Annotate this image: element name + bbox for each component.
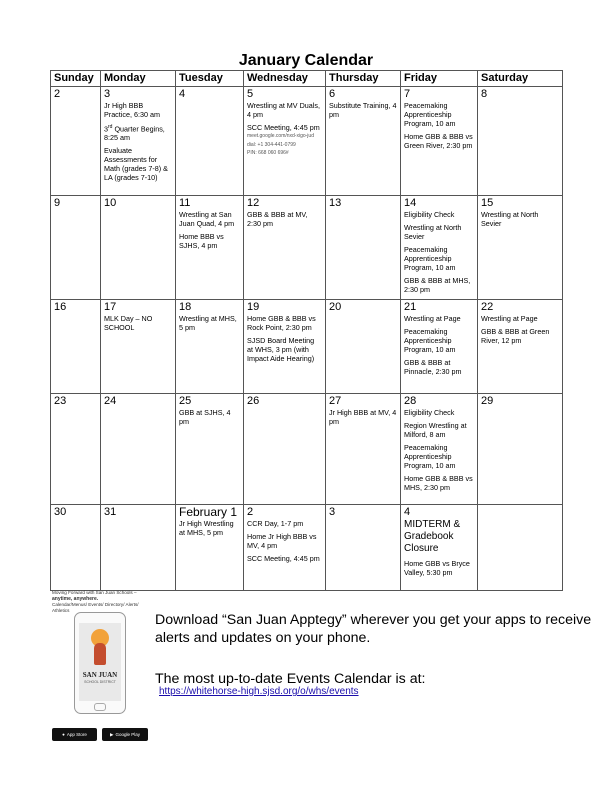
- events-calendar-link[interactable]: https://whitehorse-high.sjsd.org/o/whs/events: [159, 686, 359, 697]
- calendar-day-cell: [244, 196, 326, 300]
- home-button-icon: [94, 703, 106, 711]
- day-number: 27: [329, 395, 342, 407]
- calendar-event: Home GBB & BBB vs Rock Point, 2:30 pm: [247, 314, 316, 332]
- calendar-day-cell: [176, 196, 244, 300]
- app-promo-image: [52, 590, 152, 742]
- calendar-day-cell: [101, 300, 176, 394]
- calendar-day-cell: [244, 87, 326, 196]
- day-number: 31: [104, 506, 117, 518]
- day-number: 22: [481, 301, 494, 313]
- brand-logo-text: SAN JUAN: [82, 671, 118, 679]
- day-number: February 1: [179, 505, 238, 519]
- calendar-week-row: [51, 196, 563, 300]
- calendar-event: Region Wrestling at Milford, 8 am: [404, 421, 467, 439]
- calendar-event: Peacemaking Apprenticeship Program, 10 am: [404, 245, 456, 272]
- calendar-week-row: [51, 87, 563, 196]
- calendar-day-cell: [401, 196, 478, 300]
- day-number: 18: [179, 301, 192, 313]
- day-number: 30: [54, 506, 67, 518]
- calendar-day-cell: [176, 87, 244, 196]
- calendar-day-cell: [244, 394, 326, 505]
- calendar-day-cell: [51, 87, 101, 196]
- day-number: 26: [247, 395, 260, 407]
- calendar-week-row: [51, 300, 563, 394]
- calendar-event: Eligibility Check: [404, 210, 455, 219]
- calendar-event: Jr High BBB Practice, 6:30 am: [104, 101, 160, 119]
- calendar-event: Wrestling at MV Duals, 4 pm: [247, 101, 320, 119]
- calendar-day-cell: [51, 300, 101, 394]
- calendar-event: MLK Day – NO SCHOOL: [104, 314, 153, 332]
- calendar-event: Substitute Training, 4 pm: [329, 101, 397, 119]
- calendar-day-cell: [478, 87, 563, 196]
- calendar-event: Home GBB & BBB vs MHS, 2:30 pm: [404, 474, 473, 492]
- calendar-day-cell: [51, 505, 101, 591]
- calendar-day-cell: [101, 394, 176, 505]
- calendar-event: Wrestling at MHS, 5 pm: [179, 314, 237, 332]
- calendar-event: Home BBB vs SJHS, 4 pm: [179, 232, 224, 250]
- calendar-day-cell: [176, 300, 244, 394]
- calendar-day-cell: [176, 394, 244, 505]
- calendar-event: SJSD Board Meeting at WHS, 3 pm (with Impact Aide Hearing): [247, 336, 315, 363]
- calendar-event: Wrestling at North Sevier: [404, 223, 462, 241]
- calendar-day-cell: [478, 394, 563, 505]
- calendar-day-cell: [478, 300, 563, 394]
- day-number: 11: [179, 197, 191, 209]
- calendar-day-cell: [401, 87, 478, 196]
- day-number: 4: [404, 506, 411, 518]
- calendar-day-cell: [244, 505, 326, 591]
- calendar-day-cell: [401, 300, 478, 394]
- calendar-day-cell: [326, 87, 401, 196]
- day-number: 5: [247, 88, 254, 100]
- day-number: 20: [329, 301, 342, 313]
- calendar-day-cell: [326, 394, 401, 505]
- meeting-info: PIN: 668 060 696#: [247, 150, 289, 156]
- calendar-event: Jr High BBB at MV, 4 pm: [329, 408, 397, 426]
- calendar-event: CCR Day, 1-7 pm: [247, 519, 304, 528]
- calendar-day-cell: [326, 300, 401, 394]
- weekday-header: Tuesday: [176, 71, 244, 87]
- day-number: 7: [404, 88, 411, 100]
- calendar-event: Peacemaking Apprenticeship Program, 10 am: [404, 327, 456, 354]
- day-number: 3: [329, 506, 336, 518]
- day-number: 8: [481, 88, 488, 100]
- day-number: 25: [179, 395, 192, 407]
- calendar-event: Wrestling at Page: [481, 314, 538, 323]
- day-number: 16: [54, 301, 67, 313]
- calendar-event: Wrestling at Page: [404, 314, 461, 323]
- app-tagline: Moving Forward with San Juan Schools – anytime, anywhere. Calendar/Menus/ Events/ Directory/ Alerts/ Athletics: [52, 590, 139, 613]
- calendar-week-row: [51, 394, 563, 505]
- calendar-day-cell: [176, 505, 244, 591]
- day-number: 12: [247, 197, 260, 209]
- day-number: 14: [404, 197, 417, 209]
- weekday-header: Thursday: [326, 71, 401, 87]
- weekday-header: Monday: [101, 71, 176, 87]
- calendar-event: Wrestling at North Sevier: [481, 210, 539, 228]
- calendar-day-cell: [326, 505, 401, 591]
- calendar-info-text: The most up-to-date Events Calendar is at:: [155, 671, 426, 687]
- calendar-event: Home GBB & BBB vs Green River, 2:30 pm: [404, 132, 473, 150]
- phone-screen: [79, 623, 121, 701]
- calendar-day-cell: [244, 300, 326, 394]
- calendar-day-cell: [326, 196, 401, 300]
- calendar-day-cell: [101, 87, 176, 196]
- day-number: 19: [247, 301, 260, 313]
- calendar-event: Peacemaking Apprenticeship Program, 10 am: [404, 443, 456, 470]
- weekday-header: Wednesday: [244, 71, 326, 87]
- figure-icon: [94, 643, 106, 665]
- day-number: 28: [404, 395, 417, 407]
- calendar-event: Jr High Wrestling at MHS, 5 pm: [179, 519, 234, 537]
- day-number: 21: [404, 301, 417, 313]
- calendar-event: SCC Meeting, 4:45 pm: [247, 123, 320, 132]
- day-number: 6: [329, 88, 336, 100]
- calendar-event: Peacemaking Apprenticeship Program, 10 am: [404, 101, 456, 128]
- day-number: 10: [104, 197, 117, 209]
- calendar-event: GBB & BBB at MHS, 2:30 pm: [404, 276, 471, 294]
- google-play-badge[interactable]: ▶ Google Play: [102, 728, 148, 741]
- calendar-day-cell: [51, 196, 101, 300]
- weekday-header: Saturday: [478, 71, 563, 87]
- weekday-header: Friday: [401, 71, 478, 87]
- day-number: 2: [247, 506, 254, 518]
- calendar-day-cell: [101, 505, 176, 591]
- calendar-table: [50, 70, 563, 591]
- weekday-header: Sunday: [51, 71, 101, 87]
- day-number: 24: [104, 395, 117, 407]
- play-icon: ▶: [110, 732, 114, 737]
- calendar-day-cell: [401, 505, 478, 591]
- calendar-event: 3rd Quarter Begins, 8:25 am: [104, 124, 165, 143]
- calendar-event: GBB & BBB at Pinnacle, 2:30 pm: [404, 358, 462, 376]
- calendar-event: Eligibility Check: [404, 408, 455, 417]
- meeting-info: meet.google.com/nxd-xigo-jud: [247, 133, 314, 139]
- day-number: 2: [54, 88, 61, 100]
- calendar-event: Home GBB vs Bryce Valley, 5:30 pm: [404, 559, 470, 577]
- day-number: 15: [481, 197, 494, 209]
- day-number: 13: [329, 197, 342, 209]
- calendar-day-cell: [478, 505, 563, 591]
- calendar-event: Home Jr High BBB vs MV, 4 pm: [247, 532, 317, 550]
- day-number: 9: [54, 197, 61, 209]
- calendar-day-cell: [478, 196, 563, 300]
- day-number: 29: [481, 395, 494, 407]
- day-number: 4: [179, 88, 186, 100]
- calendar-event: Wrestling at San Juan Quad, 4 pm: [179, 210, 235, 228]
- calendar-event: Evaluate Assessments for Math (grades 7-8) & LA (grades 7-10): [104, 146, 168, 183]
- calendar-day-cell: [51, 394, 101, 505]
- calendar-day-cell: [101, 196, 176, 300]
- day-number: 17: [104, 301, 117, 313]
- calendar-event-highlight: MIDTERM & Gradebook Closure: [404, 519, 461, 554]
- page-title: January Calendar: [238, 52, 374, 69]
- calendar-event: GBB at SJHS, 4 pm: [179, 408, 231, 426]
- apple-icon: ●: [62, 732, 65, 737]
- calendar-event: GBB & BBB at MV, 2:30 pm: [247, 210, 308, 228]
- download-instructions: Download “San Juan Apptegy” wherever you get your apps to receive alerts and updates on your phone.: [155, 612, 592, 646]
- day-number: 23: [54, 395, 67, 407]
- phone-mockup: [74, 612, 126, 714]
- meeting-info: dial: +1 304-441-0799: [247, 141, 296, 148]
- calendar-event: GBB & BBB at Green River, 12 pm: [481, 327, 550, 345]
- brand-sub-text: SCHOOL DISTRICT: [84, 680, 116, 684]
- calendar-event: SCC Meeting, 4:45 pm: [247, 554, 320, 563]
- calendar-week-row: [51, 505, 563, 591]
- weekday-header-row: [51, 71, 563, 87]
- calendar-day-cell: [401, 394, 478, 505]
- day-number: 3: [104, 88, 111, 100]
- app-store-badge[interactable]: ● App Store: [52, 728, 97, 741]
